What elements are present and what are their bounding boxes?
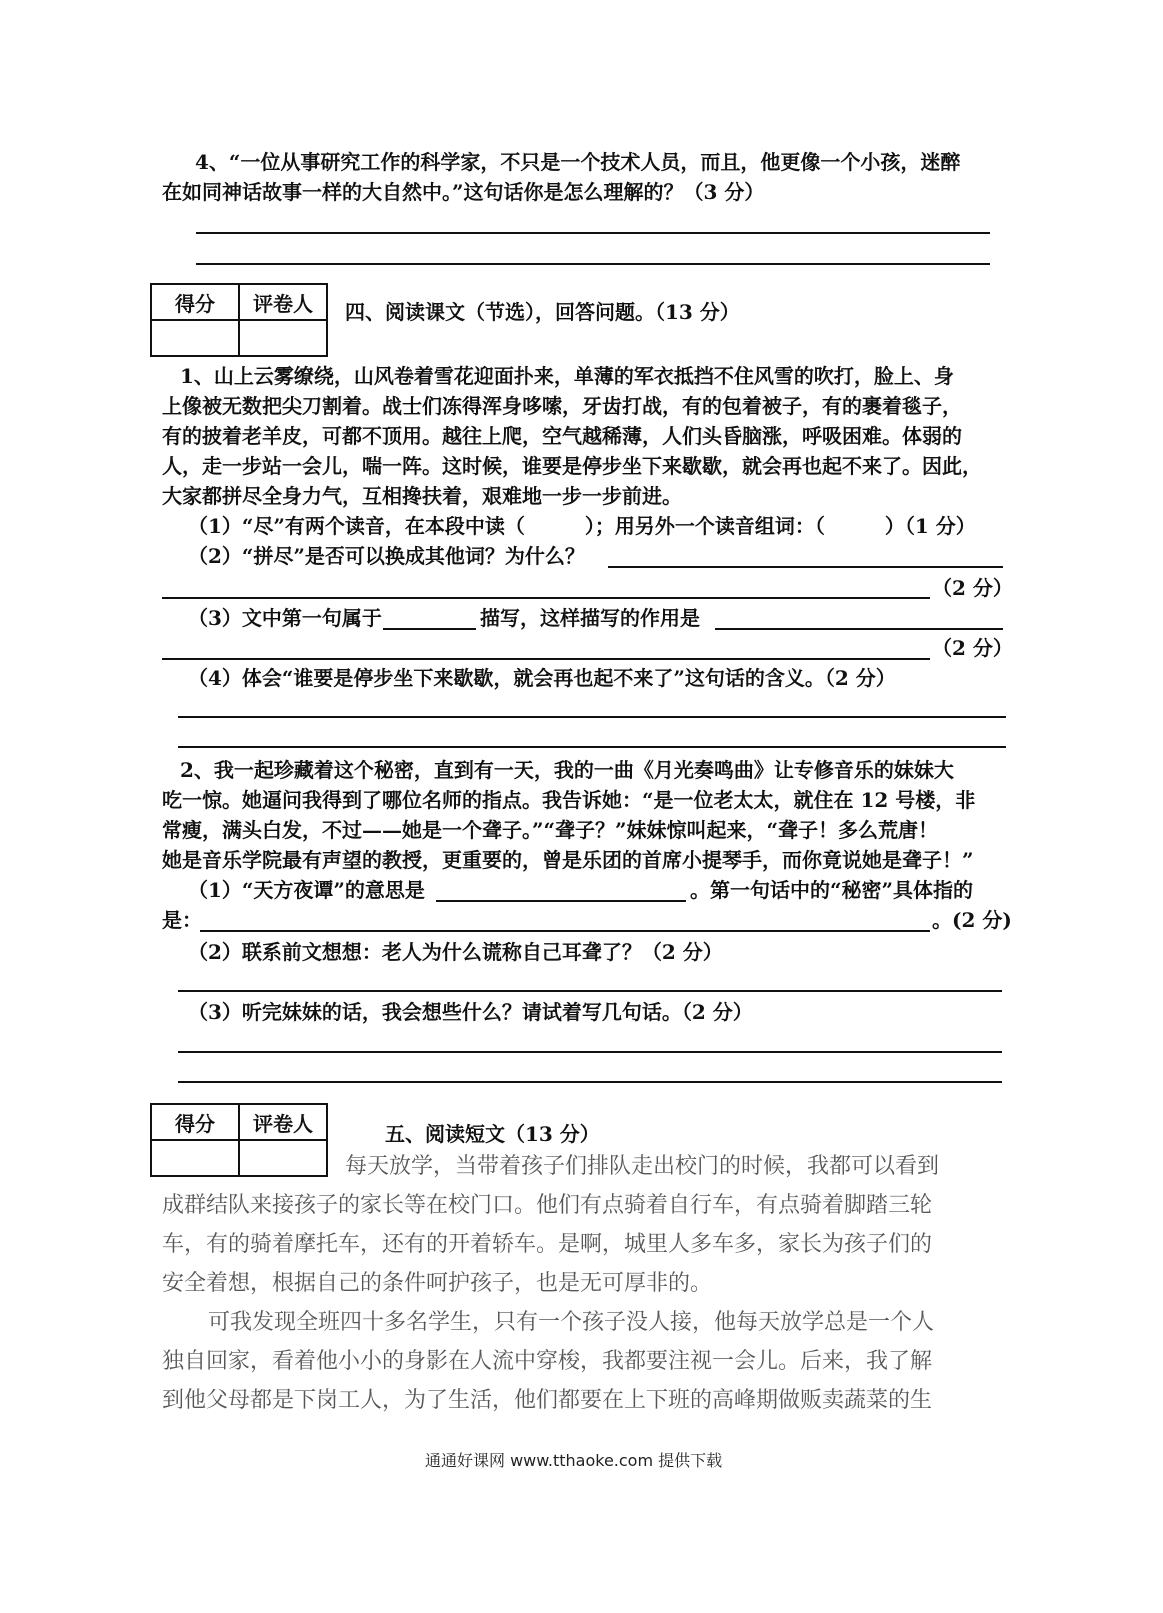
answer-line[interactable] (715, 628, 1003, 630)
score-box (150, 283, 328, 357)
answer-line[interactable] (196, 232, 990, 234)
section5-para1-line: 车，有的骑着摩托车，还有的开着轿车。是啊，城里人多车多，家长为孩子们的 (162, 1232, 933, 1257)
q1-4: （4）体会“谁要是停步坐下来歇歇，就会再也起不来了”这句话的含义。（2 分） (188, 666, 896, 690)
section5-para2-line: 到他父母都是下岗工人，为了生活，他们都要在上下班的高峰期做贩卖蔬菜的生 (162, 1388, 933, 1413)
answer-blank[interactable] (436, 900, 686, 902)
q4-line1: 4、“一位从事研究工作的科学家，不只是一个技术人员，而且，他更像一个小孩，迷醉 (195, 150, 961, 174)
answer-line[interactable] (162, 597, 930, 599)
answer-line[interactable] (178, 716, 1006, 718)
q2-3: （3）听完妹妹的话，我会想些什么？请试着写几句话。（2 分） (188, 1000, 753, 1024)
answer-line[interactable] (178, 1081, 1002, 1083)
answer-line[interactable] (178, 746, 1006, 748)
answer-blank[interactable] (383, 628, 476, 630)
score-cell[interactable] (151, 1140, 239, 1176)
score-header: 得分 (151, 284, 239, 320)
page-footer: 通通好课网 www.tthaoke.com 提供下载 (425, 1451, 723, 1470)
passage1-line: 人，走一步站一会儿，喘一阵。这时候，谁要是停步坐下来歇歇，就会再也起不来了。因此， (162, 454, 982, 478)
section4-title: 四、阅读课文（节选），回答问题。（13 分） (345, 300, 740, 324)
score-cell[interactable] (151, 320, 239, 356)
q2-1-part2: 。第一句话中的“秘密”具体指的 (690, 878, 974, 902)
score-box (150, 1103, 328, 1177)
q1-3-score: （2 分） (932, 636, 1013, 660)
section5-para2-line: 独自回家，看着他小小的身影在人流中穿梭，我都要注视一会儿。后来，我了解 (162, 1349, 933, 1374)
q2-1-score: 。(2 分) (932, 908, 1012, 932)
answer-line[interactable] (196, 263, 990, 265)
section5-para1-line: 每天放学，当带着孩子们排队走出校门的时候，我都可以看到 (345, 1154, 940, 1179)
grader-cell[interactable] (239, 320, 327, 356)
q1-1: （1）“尽”有两个读音，在本段中读（ ）；用另外一个读音组词：（ ）（1 分） (188, 514, 976, 538)
answer-line[interactable] (200, 930, 930, 932)
answer-line[interactable] (608, 566, 1003, 568)
section5-title: 五、阅读短文（13 分） (385, 1122, 600, 1146)
passage1-line: 有的披着老羊皮，可都不顶用。越往上爬，空气越稀薄，人们头昏脑涨，呼吸困难。体弱的 (162, 424, 962, 448)
q1-3-part2: 描写，这样描写的作用是 (480, 606, 700, 630)
passage2-line: 她是音乐学院最有声望的教授，更重要的，曾是乐团的首席小提琴手，而你竟说她是聋子！” (162, 848, 974, 872)
passage1-line: 1、山上云雾缭绕，山风卷着雪花迎面扑来，单薄的军衣抵挡不住风雪的吹打，脸上、身 (180, 364, 954, 388)
section5-para1-line: 成群结队来接孩子的家长等在校门口。他们有点骑着自行车，有点骑着脚踏三轮 (162, 1193, 933, 1218)
section5-para2-line: 可我发现全班四十多名学生，只有一个孩子没人接，他每天放学总是一个人 (208, 1310, 935, 1335)
q2-1-part1: （1）“天方夜谭”的意思是 (188, 878, 425, 902)
q1-3-part1: （3）文中第一句属于 (188, 606, 382, 630)
q1-2: （2）“拼尽”是否可以换成其他词？为什么？ (188, 544, 585, 568)
grader-header: 评卷人 (239, 1104, 327, 1140)
answer-line[interactable] (162, 658, 930, 660)
passage1-line: 大家都拼尽全身力气，互相搀扶着，艰难地一步一步前进。 (162, 484, 682, 508)
q2-1-part3: 是： (162, 908, 202, 932)
answer-line[interactable] (178, 990, 1002, 992)
answer-line[interactable] (178, 1051, 1002, 1053)
grader-header: 评卷人 (239, 284, 327, 320)
passage2-line: 常瘦，满头白发，不过——她是一个聋子。”“聋子？”妹妹惊叫起来，“聋子！多么荒唐！ (162, 818, 939, 842)
passage2-line: 吃一惊。她逼问我得到了哪位名师的指点。我告诉她：“是一位老太太，就住在 12 号楼，非 (162, 788, 976, 812)
score-header: 得分 (151, 1104, 239, 1140)
passage2-line: 2、我一起珍藏着这个秘密，直到有一天，我的一曲《月光奏鸣曲》让专修音乐的妹妹大 (180, 758, 954, 782)
q1-2-score: （2 分） (932, 576, 1013, 600)
section5-para1-line: 安全着想，根据自己的条件呵护孩子，也是无可厚非的。 (162, 1271, 713, 1296)
q4-line2: 在如同神话故事一样的大自然中。”这句话你是怎么理解的？（3 分） (162, 180, 765, 204)
q2-2: （2）联系前文想想：老人为什么谎称自己耳聋了？（2 分） (188, 940, 723, 964)
passage1-line: 上像被无数把尖刀割着。战士们冻得浑身哆嗦，牙齿打战，有的包着被子，有的裹着毯子， (162, 394, 962, 418)
grader-cell[interactable] (239, 1140, 327, 1176)
